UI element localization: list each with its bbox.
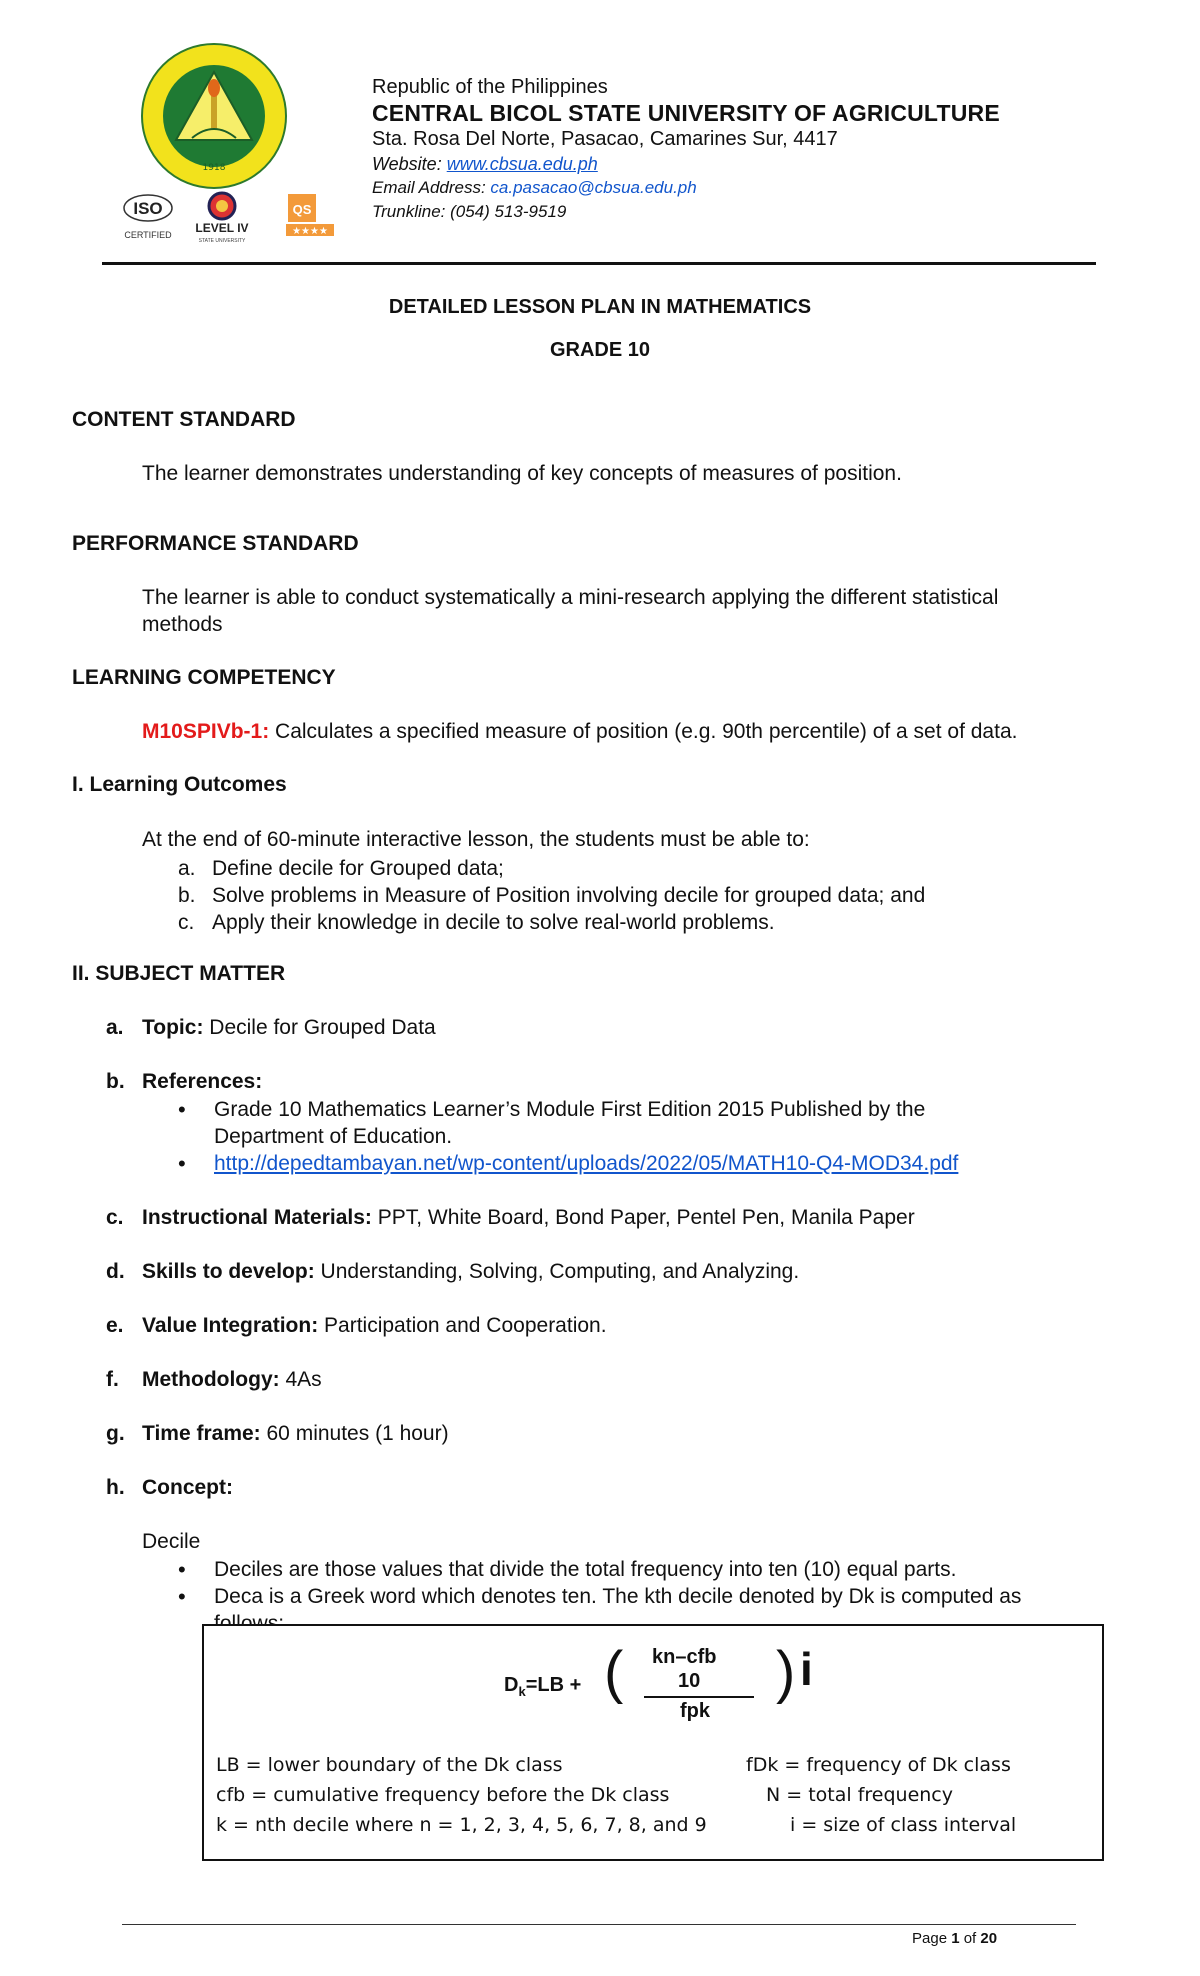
definition: i = size of class interval xyxy=(790,1814,1017,1836)
references-list xyxy=(174,1096,958,1177)
footer-divider xyxy=(122,1924,1076,1925)
list-item: • Grade 10 Mathematics Learner’s Module First Edition 2015 Published by the Department of Education. xyxy=(174,1096,958,1150)
svg-text:★★★★: ★★★★ xyxy=(292,226,328,237)
formula-open-paren: ( xyxy=(604,1640,624,1705)
learning-outcomes-heading: I. Learning Outcomes xyxy=(72,773,287,796)
decile-formula-box xyxy=(202,1624,1104,1861)
formula-denominator: fpk xyxy=(680,1700,710,1722)
topic-item: a. Topic: Decile for Grouped Data xyxy=(106,1016,436,1039)
accreditation-badges xyxy=(120,190,340,250)
performance-standard-heading: PERFORMANCE STANDARD xyxy=(72,532,359,555)
learning-competency-heading: LEARNING COMPETENCY xyxy=(72,666,336,689)
email-line: Email Address: ca.pasacao@cbsua.edu.ph xyxy=(372,178,697,197)
trunkline: Trunkline: (054) 513-9519 xyxy=(372,202,567,221)
definitions-right xyxy=(746,1750,1016,1840)
reference-link[interactable]: http://depedtambayan.net/wp-content/uploads/2022/05/MATH10-Q4-MOD34.pdf xyxy=(214,1152,959,1175)
content-standard-text: The learner demonstrates understanding of key concepts of measures of position. xyxy=(142,462,902,485)
learning-competency-text: M10SPIVb-1: Calculates a specified measure of position (e.g. 90th percentile) of a set of data. xyxy=(142,720,1018,743)
list-item: b. Solve problems in Measure of Position involving decile for grouped data; and xyxy=(178,884,926,907)
methodology-item: f. Methodology: 4As xyxy=(106,1368,322,1391)
list-item: c. Apply their knowledge in decile to solve real-world problems. xyxy=(178,911,775,934)
definition: fDk = frequency of Dk class xyxy=(746,1754,1011,1776)
document-title: DETAILED LESSON PLAN IN MATHEMATICS xyxy=(388,296,812,318)
formula-multiplier: i xyxy=(800,1643,813,1695)
materials-item: c. Instructional Materials: PPT, White Board, Bond Paper, Pentel Pen, Manila Paper xyxy=(106,1206,915,1229)
iso-certified-badge xyxy=(124,195,172,240)
subject-matter-heading: II. SUBJECT MATTER xyxy=(72,962,286,985)
header-divider xyxy=(102,262,1096,265)
decile-title: Decile xyxy=(142,1530,201,1553)
grade-title: GRADE 10 xyxy=(549,339,651,361)
skills-item: d. Skills to develop: Understanding, Solving, Computing, and Analyzing. xyxy=(106,1260,800,1283)
formula-numerator: kn–cfb xyxy=(652,1646,717,1668)
references-item: b. References: xyxy=(106,1070,263,1093)
list-item: a. Define decile for Grouped data; xyxy=(178,857,504,880)
formula-close-paren: ) xyxy=(776,1640,796,1705)
definition: k = nth decile where n = 1, 2, 3, 4, 5, 6, 7, 8, and 9 xyxy=(216,1814,707,1836)
content-standard-heading: CONTENT STANDARD xyxy=(72,408,296,431)
formula-lhs: $D_k=LB$ + xyxy=(504,1674,582,1699)
competency-code: M10SPIVb-1: xyxy=(142,720,270,743)
definitions-left xyxy=(216,1750,707,1840)
level-iv-badge xyxy=(195,193,248,244)
performance-standard-line2: methods xyxy=(142,613,223,636)
svg-text:LEVEL IV: LEVEL IV xyxy=(195,221,249,235)
definition: cfb = cumulative frequency before the Dk class xyxy=(216,1784,670,1806)
definition: LB = lower boundary of the Dk class xyxy=(216,1754,563,1776)
republic-line: Republic of the Philippines xyxy=(372,76,608,98)
performance-standard-line1: The learner is able to conduct systematically a mini-research applying the different statistical xyxy=(142,586,999,609)
list-item xyxy=(174,1150,958,1177)
university-info xyxy=(372,74,1000,224)
university-name: CENTRAL BICOL STATE UNIVERSITY OF AGRICULTURE xyxy=(372,100,1000,126)
svg-text:STATE UNIVERSITY: STATE UNIVERSITY xyxy=(198,238,246,244)
list-item: • Deciles are those values that divide the total frequency into ten (10) equal parts. xyxy=(174,1556,1021,1583)
email-link[interactable]: ca.pasacao@cbsua.edu.ph xyxy=(490,178,697,197)
page-number: Page 1 of 20 xyxy=(912,1930,998,1947)
university-seal-logo xyxy=(140,42,288,190)
definition: N = total frequency xyxy=(766,1784,953,1806)
svg-text:QS: QS xyxy=(292,202,312,217)
university-address: Sta. Rosa Del Norte, Pasacao, Camarines Sur, 4417 xyxy=(372,128,838,150)
list-item: • Deca is a Greek word which denotes ten. The kth decile denoted by Dk is computed as xyxy=(174,1583,1021,1637)
svg-text:ISO: ISO xyxy=(133,199,163,218)
values-item: e. Value Integration: Participation and Cooperation. xyxy=(106,1314,607,1337)
qs-stars-badge xyxy=(286,194,334,237)
concept-item: h. Concept: xyxy=(106,1476,233,1499)
website-link[interactable]: www.cbsua.edu.ph xyxy=(446,154,598,174)
learning-outcomes-intro: At the end of 60-minute interactive lesson, the students must be able to: xyxy=(142,828,810,851)
fraction-bar xyxy=(644,1696,754,1698)
learning-outcomes-list xyxy=(178,855,925,936)
formula-ten: 10 xyxy=(678,1670,701,1692)
timeframe-item: g. Time frame: 60 minutes (1 hour) xyxy=(106,1422,449,1445)
website-line: Website: www.cbsua.edu.ph xyxy=(372,154,598,174)
svg-text:1918: 1918 xyxy=(202,163,226,173)
svg-text:CERTIFIED: CERTIFIED xyxy=(124,230,172,240)
